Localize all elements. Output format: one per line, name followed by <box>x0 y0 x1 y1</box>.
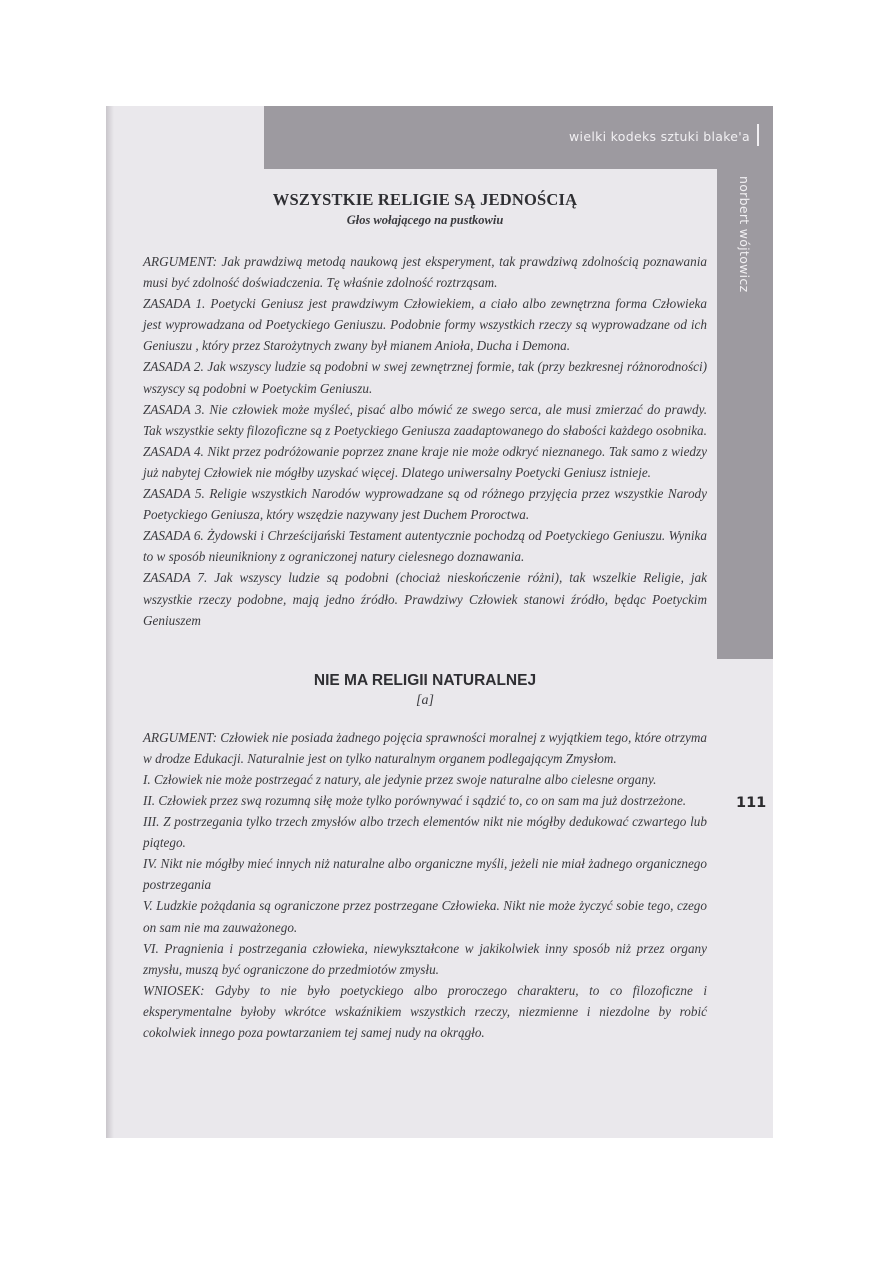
section1-title: WSZYSTKIE RELIGIE SĄ JEDNOŚCIĄ <box>272 190 578 209</box>
paragraph: II. Człowiek przez swą rozumną siłę może tylko porównywać i sądzić to, co on sam ma już dostrzeżone. <box>143 792 687 808</box>
page-number: 111 <box>736 795 767 811</box>
author-name: norbert wójtowicz <box>737 176 752 293</box>
section-spacer <box>143 631 707 672</box>
section1-body <box>143 251 707 631</box>
section1-subtitle: Głos wołającego na pustkowiu <box>346 213 504 227</box>
section2-subtitle: [a] <box>416 692 434 708</box>
running-title: wielki kodeks sztuki blake'a <box>569 129 750 144</box>
paragraph: III. Z postrzegania tylko trzech zmysłów albo trzech elementów nikt nie mógłby dedukować czwartego lub piątego. <box>143 814 707 851</box>
paragraph: ZASADA 4. Nikt przez podróżowanie poprzez znane kraje nie może odkryć nieznanego. Tak samo z wiedzy już nabytej Człowiek nie mógłby uzyskać więcej. Dlatego uniwersalny Poetycki Geniusz istnieje. <box>143 443 707 480</box>
paragraph: V. Ludzkie pożądania są ograniczone przez postrzegane Człowieka. Nikt nie może życzyć sobie tego, czego on sam nie ma zauważonego. <box>143 898 707 935</box>
paragraph: VI. Pragnienia i postrzegania człowieka, niewykształcone w jakikolwiek inny sposób niż przez organy zmysłu, muszą być ograniczone do przedmiotów zmysłu. <box>143 940 707 977</box>
page-gutter-shadow <box>106 106 114 1138</box>
paragraph: ZASADA 2. Jak wszyscy ludzie są podobni w swej zewnętrznej formie, tak (przy bezkresnej różnorodności) wszyscy są podobni w Poetyckim Geniuszu. <box>143 359 707 396</box>
paragraph: ZASADA 6. Żydowski i Chrześcijański Testament autentycznie pochodzą od Poetyckiego Geniuszu. Wynika to w sposób nieunikniony z ograniczonej natury cielesnego doznawania. <box>143 528 707 565</box>
paragraph: ARGUMENT: Jak prawdziwą metodą naukową jest eksperyment, tak prawdziwą zdolnością poznawania musi być zdolność doświadczenia. Tę właśnie zdolność roztrząsam. <box>143 254 707 291</box>
paragraph: ZASADA 1. Poetycki Geniusz jest prawdziwym Człowiekiem, a ciało albo zewnętrzna forma Człowieka jest wyprowadzana od Poetyckiego Geniuszu. Podobnie formy wszystkich rzeczy są wyprowadzane od ich Geniuszu , który przez Starożytnych zwany był mianem Anioła, Ducha i Demona. <box>143 296 707 354</box>
paragraph: I. Człowiek nie może postrzegać z natury, ale jedynie przez swoje naturalne albo cielesne organy. <box>143 771 657 787</box>
page-content <box>143 190 707 1043</box>
section2-title: NIE MA RELIGII NATURALNEJ <box>313 671 537 689</box>
paragraph: WNIOSEK: Gdyby to nie było poetyckiego albo proroczego charakteru, to co filozoficzne i eksperymentalne byłoby wkrótce wskaźnikiem wszystkich rzeczy, niezmienne i niezdolne by robić cokolwiek innego poza powtarzaniem tej samej nudy na okrągło. <box>143 982 707 1040</box>
paragraph: ARGUMENT: Człowiek nie posiada żadnego pojęcia sprawności moralnej z wyjątkiem tego, które otrzyma w drodze Edukacji. Naturalnie jest on tylko naturalnym organem podlegającym Zmysłom. <box>143 729 707 766</box>
header-divider <box>757 124 759 146</box>
paragraph: ZASADA 7. Jak wszyscy ludzie są podobni (chociaż nieskończenie różni), tak wszelkie Religie, jak wszystkie rzeczy podobne, mają jedno źródło. Prawdziwy Człowiek stanowi źródło, będąc Poetyckim Geniuszem <box>143 570 707 628</box>
section2-body <box>143 727 707 1043</box>
paragraph: ZASADA 5. Religie wszystkich Narodów wyprowadzane są od różnego przyjęcia przez wszystkie Narody Poetyckiego Geniusza, który wszędzie nazywany jest Duchem Proroctwa. <box>143 486 707 523</box>
paragraph: ZASADA 3. Nie człowiek może myśleć, pisać albo mówić ze swego serca, ale musi zmierzać do prawdy. Tak wszystkie sekty filozoficzne są z Poetyckiego Geniusza zaadaptowanego do słabości każdego osobnika. <box>143 401 707 438</box>
paragraph: IV. Nikt nie mógłby mieć innych niż naturalne albo organiczne myśli, jeżeli nie miał żadnego organicznego postrzegania <box>143 856 707 893</box>
author-side-label <box>734 176 752 296</box>
